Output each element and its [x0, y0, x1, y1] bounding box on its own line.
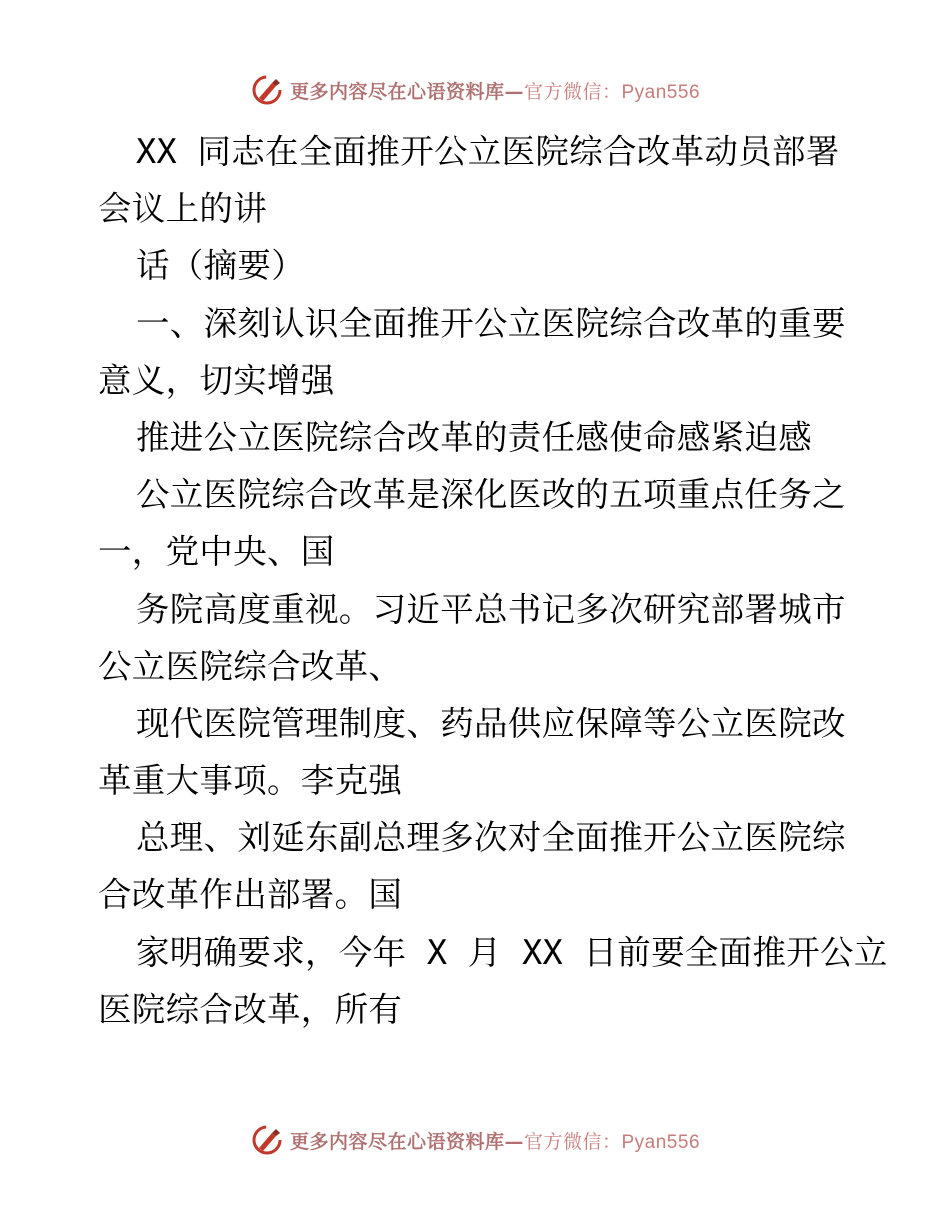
footer-banner-wechat: 官方微信：Pyan556	[524, 1131, 701, 1153]
pen-logo-icon	[250, 73, 284, 107]
text-line: 推进公立医院综合改革的责任感使命感紧迫感	[136, 417, 812, 457]
text-line: 一、深刻认识全面推开公立医院综合改革的重要	[136, 303, 846, 343]
text-line: 革重大事项。李克强	[98, 761, 403, 801]
header-banner-main: 更多内容尽在心语资料库—	[289, 80, 524, 103]
text-line: 现代医院管理制度、药品供应保障等公立医院改	[136, 703, 846, 743]
text-line: 总理、刘延东副总理多次对全面推开公立医院综	[136, 818, 846, 858]
footer-banner-text	[290, 1127, 700, 1154]
text-line: 意义，切实增强	[98, 360, 335, 400]
header-banner-wechat: 官方微信：Pyan556	[524, 81, 701, 103]
text-line: 会议上的讲	[98, 189, 267, 229]
header-banner-text	[290, 77, 700, 104]
text-line: 一，党中央、国	[98, 532, 335, 572]
text-line: XX 同志在全面推开公立医院综合改革动员部署	[136, 132, 840, 171]
pen-logo-icon	[250, 1123, 284, 1157]
text-line: 合改革作出部署。国	[98, 875, 403, 915]
document-body	[98, 123, 888, 1038]
text-line: 家明确要求，今年 X 月 XX 日前要全面推开公立	[136, 932, 888, 972]
text-line: 话（摘要）	[136, 246, 305, 286]
text-line: 公立医院综合改革是深化医改的五项重点任务之	[136, 475, 846, 515]
footer-banner	[0, 1122, 950, 1158]
text-line: 医院综合改革，所有	[98, 989, 403, 1029]
footer-banner-main: 更多内容尽在心语资料库—	[289, 1130, 524, 1153]
text-line: 务院高度重视。习近平总书记多次研究部署城市	[136, 589, 846, 629]
text-line: 公立医院综合改革、	[98, 646, 403, 686]
footer-banner-inner	[250, 1123, 700, 1157]
header-banner	[0, 72, 950, 108]
header-banner-inner	[250, 73, 700, 107]
